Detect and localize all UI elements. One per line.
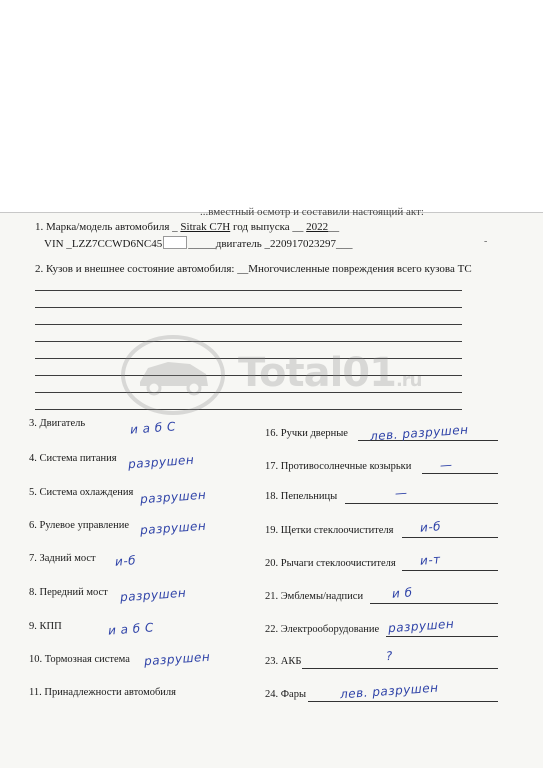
item-headlights-label: 24. Фары	[265, 689, 307, 700]
engine-label: двигатель _	[215, 238, 270, 250]
side-mark: -	[484, 236, 488, 247]
item-accessories-label: 11. Принадлежности автомобиля	[29, 687, 176, 698]
blank-rule	[35, 375, 462, 376]
item-wiper-blades-note: и-б	[419, 519, 442, 535]
watermark-suffix: .ru	[395, 370, 422, 391]
item-fuel-label: 4. Система питания	[29, 453, 117, 464]
blank-rule	[35, 290, 462, 291]
header-fragment: ...вместный осмотр и составили настоящий акт:	[200, 206, 424, 218]
item-door-handles-note: лев. разрушен	[369, 422, 469, 444]
item-wiper-arms-note: и-т	[419, 552, 442, 568]
item-rear-axle-note: и-б	[114, 553, 137, 569]
item-cooling-note: разрушен	[139, 487, 207, 507]
vin-redacted	[163, 236, 187, 249]
year-value: 2022	[306, 221, 329, 233]
vehicle-make-line: 1. Марка/модель автомобиля _ Sitrak C7H год выпуска __ 2022__	[35, 221, 340, 233]
item-emblems-label: 21. Эмблемы/надписи	[265, 591, 364, 602]
item-steering-label: 6. Рулевое управление	[29, 520, 129, 531]
item-front-axle-label: 8. Передний мост	[29, 587, 108, 598]
year-label: год выпуска __	[232, 221, 304, 233]
fill-rule	[302, 668, 498, 669]
make-label: 1. Марка/модель автомобиля _	[35, 221, 178, 233]
item-visors-note: —	[439, 457, 453, 473]
body-condition-line	[35, 262, 472, 276]
body-condition-label: 2. Кузов и внешнее состояние автомобиля: __	[35, 263, 249, 275]
item-visors-label: 17. Противосолнечные козырьки	[265, 461, 412, 472]
engine-value: 220917023297	[270, 238, 336, 250]
watermark	[118, 330, 438, 430]
redacted-area	[0, 0, 543, 213]
item-wiper-blades-label: 19. Щетки стеклоочистителя	[265, 525, 394, 536]
item-brakes-label: 10. Тормозная система	[29, 654, 130, 665]
item-engine-note: и а б С	[129, 419, 177, 437]
item-door-handles-label: 16. Ручки дверные	[265, 428, 348, 439]
item-ashtrays-label: 18. Пепельницы	[265, 491, 338, 502]
item-front-axle-note: разрушен	[119, 585, 187, 605]
vin-line: VIN _LZZ7CCWD6NC45 _____двигатель _220917023297___	[44, 238, 353, 250]
watermark-text: Total01	[238, 350, 396, 396]
fill-rule	[402, 570, 498, 571]
blank-rule	[35, 392, 462, 393]
vin-label: VIN _	[44, 238, 72, 250]
fill-rule	[402, 537, 498, 538]
blank-rule	[35, 324, 462, 325]
item-steering-note: разрушен	[139, 518, 207, 538]
make-value: Sitrak C7H	[180, 221, 231, 233]
item-cooling-label: 5. Система охлаждения	[29, 487, 134, 498]
item-rear-axle-label: 7. Задний мост	[29, 553, 96, 564]
blank-rule	[35, 307, 462, 308]
item-engine-label: 3. Двигатель	[29, 418, 86, 429]
fill-rule	[345, 503, 498, 504]
body-condition-value: Многочисленные повреждения всего кузова ТС	[248, 263, 472, 275]
item-fuel-note: разрушен	[127, 452, 195, 472]
item-electrics-label: 22. Электрооборудование	[265, 624, 380, 635]
item-battery-note: ?	[385, 648, 394, 664]
vin-value: LZZ7CCWD6NC45	[71, 238, 163, 250]
item-ashtrays-note: —	[394, 485, 408, 501]
fill-rule	[370, 603, 498, 604]
fill-rule	[308, 701, 498, 702]
blank-rule	[35, 358, 462, 359]
item-wiper-arms-label: 20. Рычаги стеклоочистителя	[265, 558, 396, 569]
item-electrics-note: разрушен	[387, 616, 455, 636]
blank-rule	[35, 341, 462, 342]
fill-rule	[386, 636, 498, 637]
fill-rule	[422, 473, 498, 474]
item-headlights-note: лев. разрушен	[339, 680, 439, 702]
item-gearbox-label: 9. КПП	[29, 621, 62, 632]
item-battery-label: 23. АКБ	[265, 656, 302, 667]
item-emblems-note: и б	[391, 585, 413, 601]
item-gearbox-note: и а б С	[107, 620, 155, 638]
item-brakes-note: разрушен	[143, 649, 211, 669]
blank-rule	[35, 409, 462, 410]
